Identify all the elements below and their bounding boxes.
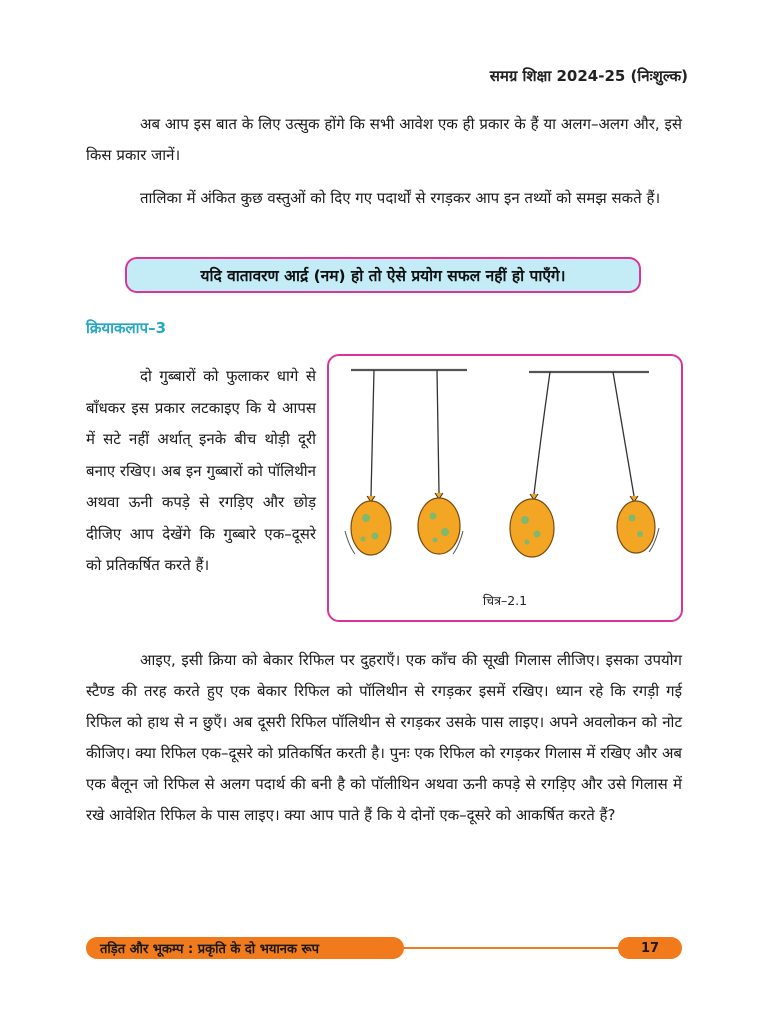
paragraph-1: अब आप इस बात के लिए उत्सुक होंगे कि सभी आवेश एक ही प्रकार के हैं या अलग–अलग और, इसे किस प्रकार जानें।: [86, 115, 682, 164]
note-callout: [125, 257, 641, 293]
string-3: [534, 372, 550, 494]
note-callout-text: यदि वातावरण आर्द्र (नम) हो तो ऐसे प्रयोग सफल नहीं हो पाएँगे।: [200, 267, 566, 285]
string-1: [371, 370, 374, 496]
balloon-2: [418, 493, 460, 554]
footer: [86, 937, 682, 959]
string-2: [437, 370, 439, 493]
figure-caption: चित्र–2.1: [482, 593, 528, 608]
activity-title: क्रियाकलाप–3: [86, 319, 167, 337]
balloons-illustration: [329, 356, 681, 620]
balloon-3: [510, 494, 554, 557]
balloon-4: [617, 496, 655, 553]
balloon-1: [351, 496, 391, 555]
string-4: [613, 372, 634, 496]
activity-text: दो गुब्बारों को फुलाकर धागे से बाँधकर इस प्रकार लटकाइए कि ये आपस में सटे नहीं अर्थात् इनके बीच थोड़ी दूरी बनाए रखिए। अब इन गुब्बारों को पॉलिथीन अथवा ऊनी कपड़े से रगड़िए और छोड़ दीजिए आप देखेंगे कि गुब्बारे एक–दूसरे को प्रतिकर्षित करते हैं।: [86, 367, 316, 574]
figure-box: [327, 354, 683, 622]
paragraph-2: तालिका में अंकित कुछ वस्तुओं को दिए गए पदार्थों से रगड़कर आप इन तथ्यों को समझ सकते हैं।: [140, 189, 661, 207]
footer-chapter-title: तड़ित और भूकम्प : प्रकृति के दो भयानक रूप: [86, 937, 404, 959]
page-header: समग्र शिक्षा 2024-25 (निःशुल्क): [489, 67, 688, 85]
paragraph-3: आइए, इसी क्रिया को बेकार रिफिल पर दुहराएँ। एक काँच की सूखी गिलास लीजिए। इसका उपयोग स्टैण्ड की तरह करते हुए एक बेकार रिफिल को पॉलिथीन से रगड़कर इसमें रखिए। ध्यान रहे कि रगड़ी गई रिफिल को हाथ से न छुएँ। अब दूसरी रिफिल पॉलिथीन से रगड़कर उसके पास लाइए। अपने अवलोकन को नोट कीजिए। क्या रिफिल एक–दूसरे को प्रतिकर्षित करती है। पुनः एक रिफिल को रगड़कर गिलास में रखिए और अब एक बैलून जो रिफिल से अलग पदार्थ की बनी है को पॉलीथिन अथवा ऊनी कपड़े से रगड़िए और उसे गिलास में रखे आवेशित रिफिल के पास लाइए। क्या आप पाते हैं कि ये दोनों एक–दूसरे को आकर्षित करते हैं?: [86, 651, 682, 824]
footer-divider-line: [386, 947, 632, 949]
footer-page-number: 17: [618, 937, 682, 959]
